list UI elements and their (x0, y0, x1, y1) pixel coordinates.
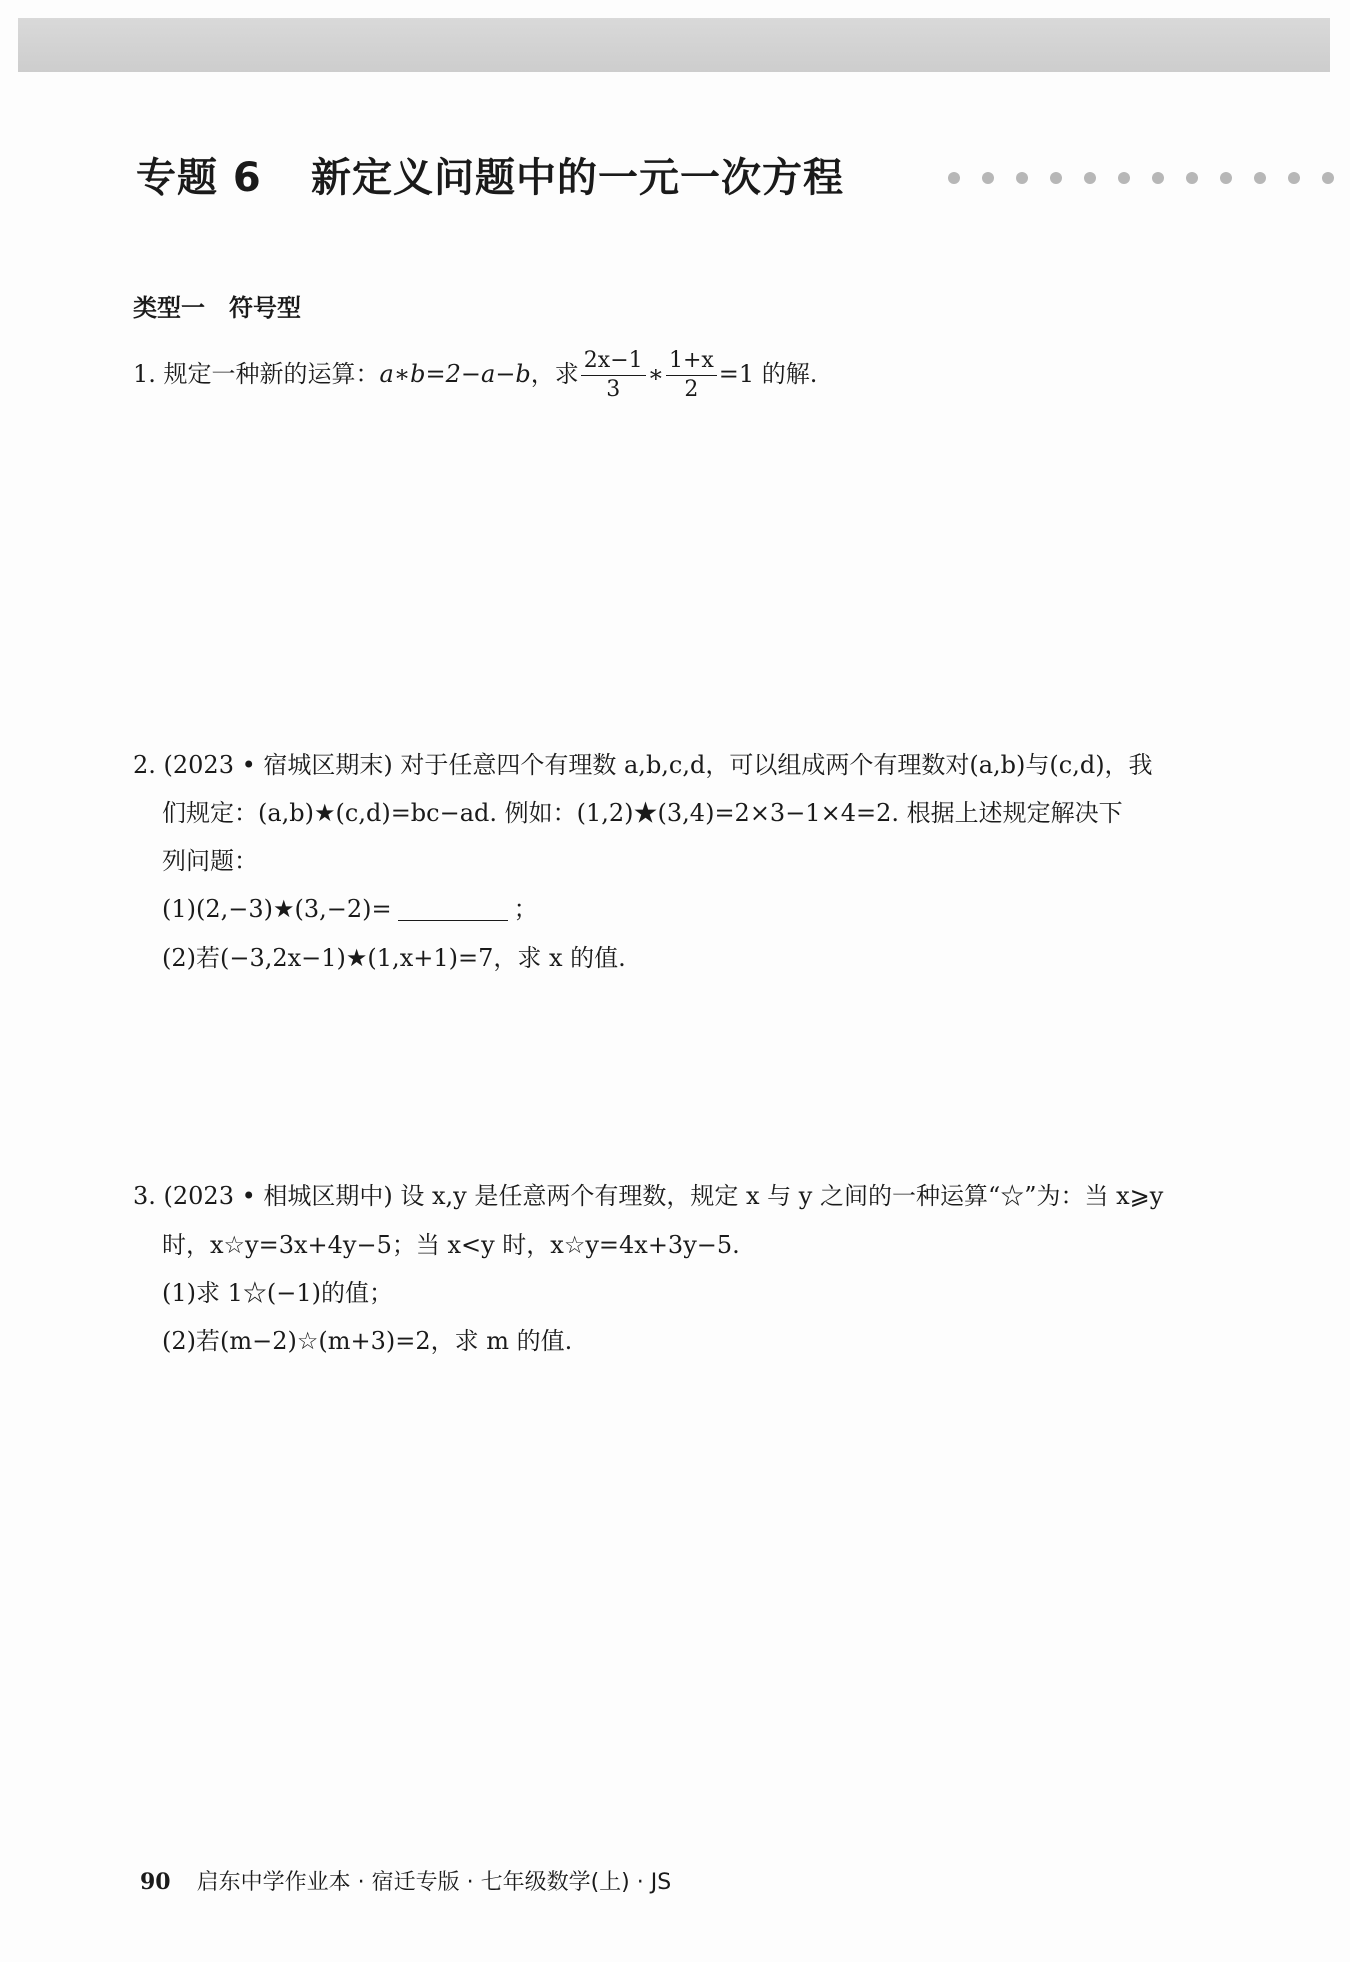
q2-line-1: 2. (2023 • 宿城区期末) 对于任意四个有理数 a,b,c,d，可以组成两个有理数对(a,b)与(c,d)，我 (133, 751, 1153, 779)
q3-part-1: (1)求 1☆(−1)的值； (162, 1279, 393, 1307)
q3-line-1: 3. (2023 • 相城区期中) 设 x,y 是任意两个有理数，规定 x 与 y 之间的一种运算“☆”为：当 x⩾y (133, 1182, 1164, 1210)
q1-fraction-1 (581, 350, 646, 401)
q1-operator: ∗ (647, 360, 664, 388)
q2-part-2: (2)若(−3,2x−1)★(1,x+1)=7，求 x 的值. (162, 944, 626, 972)
page-number: 90 (140, 1869, 171, 1895)
q2-part-1 (162, 891, 538, 927)
q2-part-1-text: (1)(2,−3)★(3,−2)= (162, 895, 392, 923)
dot (1322, 172, 1334, 184)
section-type: 类型一 (133, 294, 205, 322)
dot (1288, 172, 1300, 184)
dot (1084, 172, 1096, 184)
q3-part-2: (2)若(m−2)☆(m+3)=2，求 m 的值. (162, 1327, 573, 1355)
dot (948, 172, 960, 184)
q1-frac2-denominator: 2 (684, 377, 699, 402)
page-title (136, 150, 1316, 210)
q3-line-2: 时，x☆y=3x+4y−5；当 x<y 时，x☆y=4x+3y−5. (162, 1231, 740, 1259)
answer-blank[interactable] (398, 894, 508, 921)
topic-label: 专题 6 (136, 155, 262, 201)
dot (982, 172, 994, 184)
q2-line-2: 们规定：(a,b)★(c,d)=bc−ad. 例如：(1,2)★(3,4)=2×3−1×4=2. 根据上述规定解决下 (162, 799, 1123, 827)
question-1 (133, 350, 817, 401)
q2-part-1-end: ； (513, 895, 538, 923)
q1-ask: ，求 (530, 360, 579, 388)
dot (1254, 172, 1266, 184)
q1-frac1-numerator: 2x−1 (581, 350, 646, 376)
decorative-dots (948, 172, 1350, 184)
q1-frac1-denominator: 3 (606, 377, 621, 402)
dot (1118, 172, 1130, 184)
book-title: 启东中学作业本 · 宿迁专版 · 七年级数学(上) · JS (196, 1870, 672, 1895)
q2-line-3: 列问题： (162, 847, 258, 875)
q1-frac2-numerator: 1+x (666, 350, 717, 376)
topic-title: 新定义问题中的一元一次方程 (311, 155, 844, 201)
section-name: 符号型 (229, 294, 301, 322)
q1-prefix: 1. 规定一种新的运算： (133, 360, 380, 388)
section-heading (133, 290, 301, 326)
q1-rhs: =1 的解. (718, 360, 818, 388)
dot (1016, 172, 1028, 184)
q1-definition: a∗b=2−a−b (379, 360, 531, 388)
dot (1220, 172, 1232, 184)
page-footer (140, 1866, 671, 1899)
dot (1186, 172, 1198, 184)
header-band (18, 18, 1330, 72)
dot (1050, 172, 1062, 184)
dot (1152, 172, 1164, 184)
q1-fraction-2 (666, 350, 717, 401)
